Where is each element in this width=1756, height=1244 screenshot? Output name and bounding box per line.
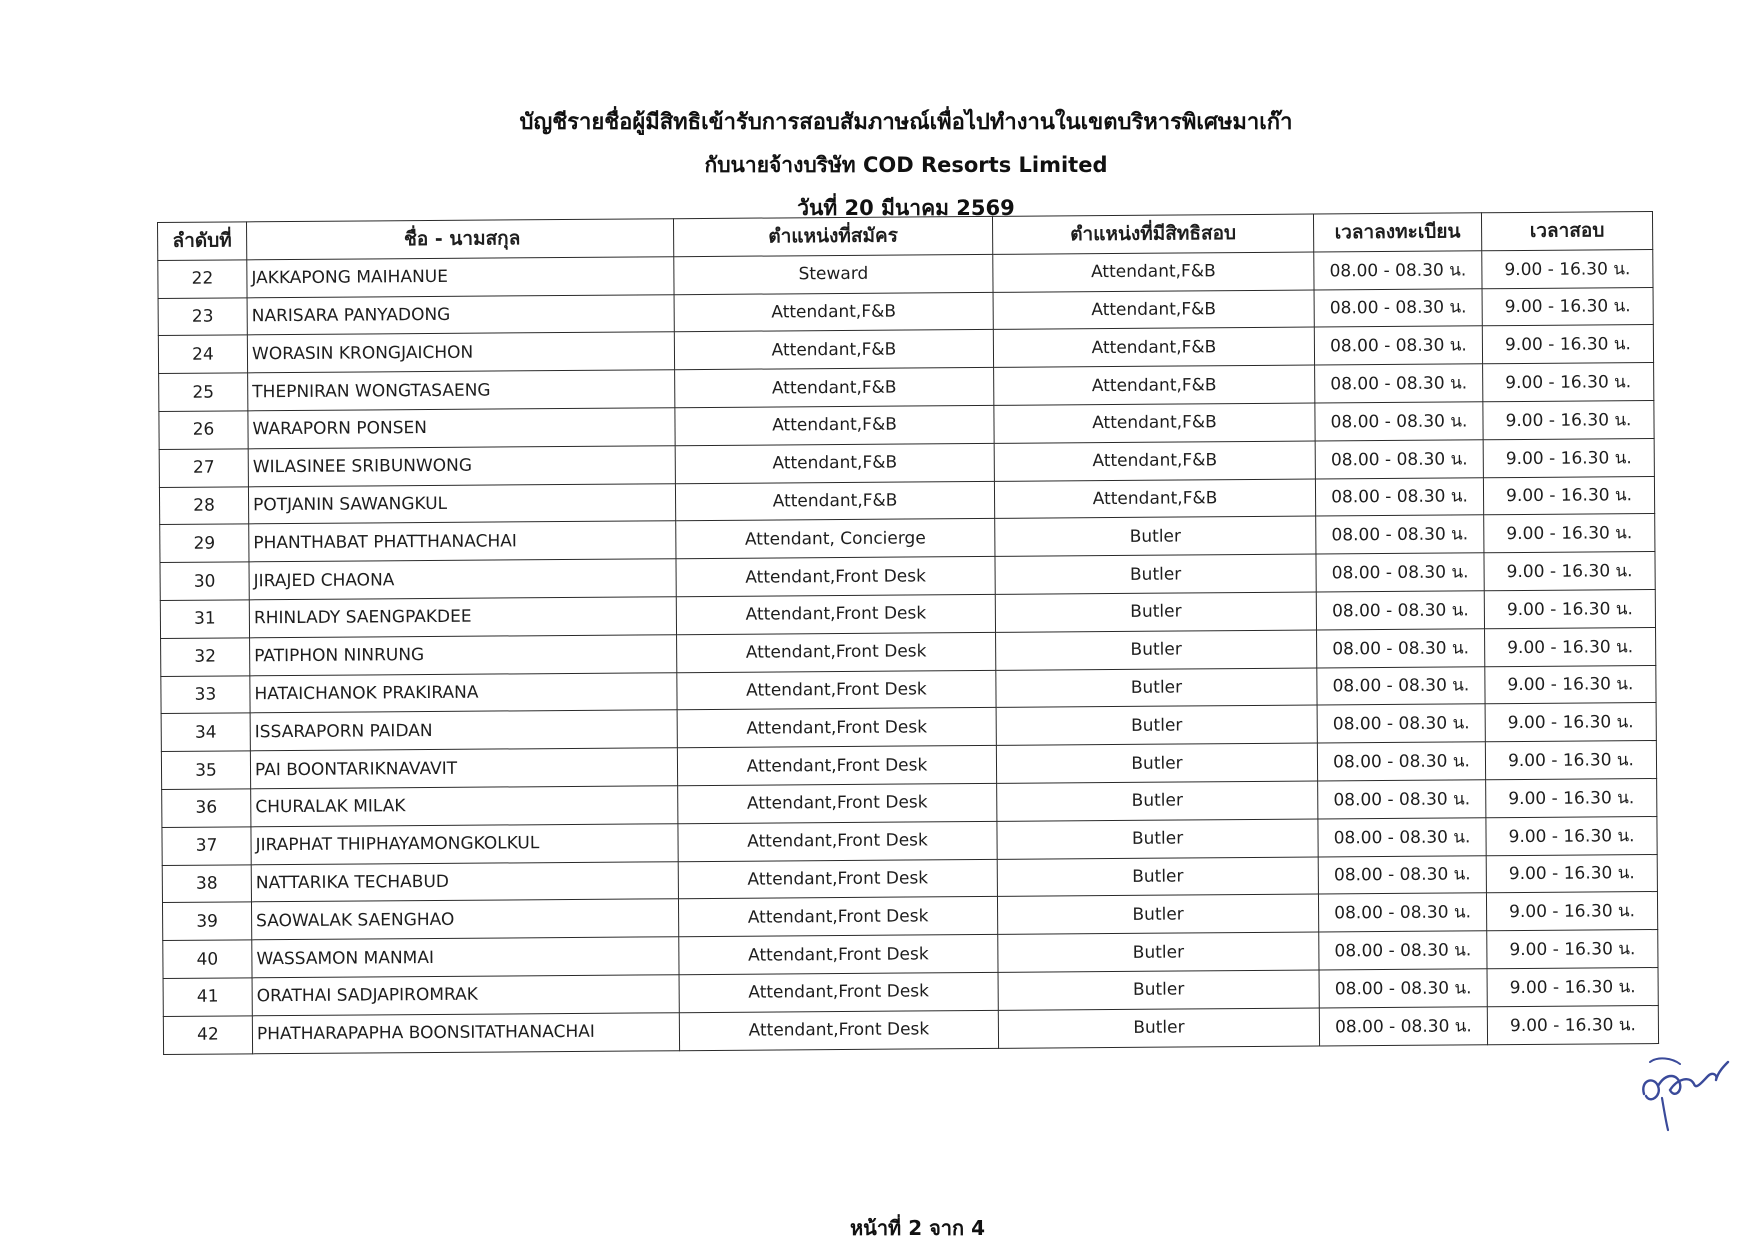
exam-time-cell: 9.00 - 16.30 น. bbox=[1482, 325, 1653, 364]
name-cell: PHATHARAPAPHA BOONSITATHANACHAI bbox=[252, 1012, 679, 1053]
name-cell: ORATHAI SADJAPIROMRAK bbox=[252, 975, 679, 1016]
eligible-position-cell: Butler bbox=[998, 970, 1319, 1010]
exam-time-cell: 9.00 - 16.30 น. bbox=[1485, 665, 1656, 704]
applied-position-cell: Attendant,F&B bbox=[675, 481, 994, 521]
applied-position-cell: Attendant,Front Desk bbox=[678, 783, 997, 823]
page-number: หน้าที่ 2 จาก 4 bbox=[849, 1216, 986, 1240]
eligible-position-cell: Butler bbox=[996, 705, 1317, 745]
header-applied-position: ตำแหน่งที่สมัคร bbox=[673, 216, 992, 256]
name-cell: JIRAJED CHAONA bbox=[249, 559, 676, 600]
header-name: ชื่อ - นามสกุล bbox=[247, 219, 674, 260]
name-cell: WARAPORN PONSEN bbox=[248, 408, 675, 449]
name-cell: WILASINEE SRIBUNWONG bbox=[248, 445, 675, 486]
exam-time-cell: 9.00 - 16.30 น. bbox=[1486, 854, 1657, 893]
name-cell: PAI BOONTARIKNAVAVIT bbox=[250, 748, 677, 789]
applied-position-cell: Attendant,Front Desk bbox=[677, 670, 996, 710]
header-registration-time: เวลาลงทะเบียน bbox=[1313, 213, 1481, 252]
eligible-position-cell: Attendant,F&B bbox=[993, 327, 1314, 367]
exam-time-cell: 9.00 - 16.30 น. bbox=[1483, 401, 1654, 440]
eligible-position-cell: Attendant,F&B bbox=[994, 479, 1315, 519]
applied-position-cell: Attendant,Front Desk bbox=[676, 594, 995, 634]
applied-position-cell: Attendant,F&B bbox=[674, 292, 993, 332]
order-cell: 35 bbox=[161, 751, 250, 789]
name-cell: WASSAMON MANMAI bbox=[252, 937, 679, 978]
order-cell: 37 bbox=[162, 827, 251, 865]
name-cell: CHURALAK MILAK bbox=[251, 786, 678, 827]
order-cell: 42 bbox=[163, 1016, 252, 1054]
registration-time-cell: 08.00 - 08.30 น. bbox=[1317, 629, 1485, 668]
eligible-position-cell: Butler bbox=[998, 1008, 1319, 1048]
eligible-position-cell: Attendant,F&B bbox=[994, 365, 1315, 405]
name-cell: THEPNIRAN WONGTASAENG bbox=[248, 370, 675, 411]
exam-time-cell: 9.00 - 16.30 น. bbox=[1487, 930, 1658, 969]
eligible-position-cell: Attendant,F&B bbox=[993, 252, 1314, 292]
applied-position-cell: Attendant,Front Desk bbox=[678, 821, 997, 861]
eligible-position-cell: Attendant,F&B bbox=[994, 403, 1315, 443]
eligible-position-cell: Butler bbox=[995, 554, 1316, 594]
order-cell: 31 bbox=[160, 600, 249, 638]
exam-time-cell: 9.00 - 16.30 น. bbox=[1484, 552, 1655, 591]
order-cell: 22 bbox=[158, 260, 247, 298]
exam-time-cell: 9.00 - 16.30 น. bbox=[1483, 476, 1654, 515]
exam-time-cell: 9.00 - 16.30 น. bbox=[1486, 816, 1657, 855]
order-cell: 24 bbox=[158, 335, 247, 373]
applied-position-cell: Attendant,Front Desk bbox=[679, 934, 998, 974]
name-cell: SAOWALAK SAENGHAO bbox=[251, 899, 678, 940]
eligible-position-cell: Butler bbox=[996, 668, 1317, 708]
exam-time-cell: 9.00 - 16.30 น. bbox=[1485, 627, 1656, 666]
registration-time-cell: 08.00 - 08.30 น. bbox=[1314, 288, 1482, 327]
header-order: ลำดับที่ bbox=[158, 222, 247, 260]
exam-time-cell: 9.00 - 16.30 น. bbox=[1482, 287, 1653, 326]
registration-time-cell: 08.00 - 08.30 น. bbox=[1319, 931, 1487, 970]
order-cell: 33 bbox=[161, 675, 250, 713]
eligible-position-cell: Butler bbox=[997, 819, 1318, 859]
registration-time-cell: 08.00 - 08.30 น. bbox=[1318, 893, 1486, 932]
order-cell: 40 bbox=[163, 940, 252, 978]
registration-time-cell: 08.00 - 08.30 น. bbox=[1316, 515, 1484, 554]
exam-time-cell: 9.00 - 16.30 น. bbox=[1484, 589, 1655, 628]
eligible-position-cell: Butler bbox=[997, 894, 1318, 934]
employer-line: กับนายจ้างบริษัท COD Resorts Limited bbox=[704, 153, 1108, 177]
applied-position-cell: Attendant,Front Desk bbox=[676, 557, 995, 597]
exam-time-cell: 9.00 - 16.30 น. bbox=[1484, 514, 1655, 553]
order-cell: 29 bbox=[160, 524, 249, 562]
applied-position-cell: Attendant,Front Desk bbox=[678, 897, 997, 937]
order-cell: 25 bbox=[159, 373, 248, 411]
exam-time-cell: 9.00 - 16.30 น. bbox=[1483, 438, 1654, 477]
eligible-position-cell: Butler bbox=[998, 932, 1319, 972]
registration-time-cell: 08.00 - 08.30 น. bbox=[1316, 591, 1484, 630]
registration-time-cell: 08.00 - 08.30 น. bbox=[1317, 666, 1485, 705]
exam-time-cell: 9.00 - 16.30 น. bbox=[1486, 892, 1657, 931]
registration-time-cell: 08.00 - 08.30 น. bbox=[1315, 364, 1483, 403]
signature bbox=[1632, 1032, 1732, 1132]
registration-time-cell: 08.00 - 08.30 น. bbox=[1318, 818, 1486, 857]
document-title: บัญชีรายชื่อผู้มีสิทธิเข้ารับการสอบสัมภาษณ์เพื่อไปทำงานในเขตบริหารพิเศษมาเก๊า bbox=[519, 110, 1293, 135]
order-cell: 39 bbox=[162, 902, 251, 940]
exam-time-cell: 9.00 - 16.30 น. bbox=[1486, 778, 1657, 817]
eligible-position-cell: Butler bbox=[995, 592, 1316, 632]
exam-time-cell: 9.00 - 16.30 น. bbox=[1485, 741, 1656, 780]
applied-position-cell: Attendant,Front Desk bbox=[677, 708, 996, 748]
candidate-table bbox=[157, 211, 1659, 1054]
applied-position-cell: Attendant,Front Desk bbox=[679, 1010, 998, 1050]
registration-time-cell: 08.00 - 08.30 น. bbox=[1318, 855, 1486, 894]
eligible-position-cell: Butler bbox=[997, 857, 1318, 897]
order-cell: 34 bbox=[161, 713, 250, 751]
applied-position-cell: Attendant,F&B bbox=[675, 405, 994, 445]
applied-position-cell: Attendant,Front Desk bbox=[678, 859, 997, 899]
order-cell: 38 bbox=[162, 864, 251, 902]
applied-position-cell: Attendant,F&B bbox=[675, 443, 994, 483]
registration-time-cell: 08.00 - 08.30 น. bbox=[1314, 251, 1482, 290]
header-exam-time: เวลาสอบ bbox=[1481, 212, 1652, 251]
exam-time-cell: 9.00 - 16.30 น. bbox=[1483, 363, 1654, 402]
order-cell: 30 bbox=[160, 562, 249, 600]
registration-time-cell: 08.00 - 08.30 น. bbox=[1314, 326, 1482, 365]
order-cell: 36 bbox=[162, 789, 251, 827]
registration-time-cell: 08.00 - 08.30 น. bbox=[1315, 402, 1483, 441]
eligible-position-cell: Butler bbox=[995, 516, 1316, 556]
applied-position-cell: Attendant,Front Desk bbox=[679, 972, 998, 1012]
date-line: วันที่ 20 มีนาคม 2569 bbox=[797, 196, 1015, 220]
applied-position-cell: Steward bbox=[674, 254, 993, 294]
registration-time-cell: 08.00 - 08.30 น. bbox=[1317, 704, 1485, 743]
applied-position-cell: Attendant,F&B bbox=[675, 368, 994, 408]
exam-time-cell: 9.00 - 16.30 น. bbox=[1485, 703, 1656, 742]
name-cell: PHANTHABAT PHATTHANACHAI bbox=[249, 521, 676, 562]
registration-time-cell: 08.00 - 08.30 น. bbox=[1316, 553, 1484, 592]
registration-time-cell: 08.00 - 08.30 น. bbox=[1317, 742, 1485, 781]
applied-position-cell: Attendant, Concierge bbox=[676, 519, 995, 559]
applied-position-cell: Attendant,Front Desk bbox=[677, 746, 996, 786]
registration-time-cell: 08.00 - 08.30 น. bbox=[1319, 969, 1487, 1008]
name-cell: ISSARAPORN PAIDAN bbox=[250, 710, 677, 751]
applied-position-cell: Attendant,F&B bbox=[674, 330, 993, 370]
name-cell: PATIPHON NINRUNG bbox=[250, 634, 677, 675]
header-eligible-position: ตำแหน่งที่มีสิทธิสอบ bbox=[992, 214, 1313, 254]
eligible-position-cell: Attendant,F&B bbox=[993, 290, 1314, 330]
name-cell: JAKKAPONG MAIHANUE bbox=[247, 257, 674, 298]
order-cell: 23 bbox=[158, 297, 247, 335]
name-cell: JIRAPHAT THIPHAYAMONGKOLKUL bbox=[251, 823, 678, 864]
eligible-position-cell: Butler bbox=[997, 781, 1318, 821]
order-cell: 27 bbox=[159, 449, 248, 487]
name-cell: RHINLADY SAENGPAKDEE bbox=[249, 597, 676, 638]
eligible-position-cell: Attendant,F&B bbox=[994, 441, 1315, 481]
registration-time-cell: 08.00 - 08.30 น. bbox=[1315, 440, 1483, 479]
order-cell: 26 bbox=[159, 411, 248, 449]
eligible-position-cell: Butler bbox=[996, 743, 1317, 783]
registration-time-cell: 08.00 - 08.30 น. bbox=[1315, 477, 1483, 516]
order-cell: 32 bbox=[161, 638, 250, 676]
order-cell: 41 bbox=[163, 978, 252, 1016]
registration-time-cell: 08.00 - 08.30 น. bbox=[1318, 780, 1486, 819]
name-cell: HATAICHANOK PRAKIRANA bbox=[250, 672, 677, 713]
order-cell: 28 bbox=[159, 486, 248, 524]
eligible-position-cell: Butler bbox=[996, 630, 1317, 670]
name-cell: POTJANIN SAWANGKUL bbox=[248, 483, 675, 524]
exam-time-cell: 9.00 - 16.30 น. bbox=[1487, 1005, 1658, 1044]
registration-time-cell: 08.00 - 08.30 น. bbox=[1319, 1007, 1487, 1046]
name-cell: WORASIN KRONGJAICHON bbox=[247, 332, 674, 373]
exam-time-cell: 9.00 - 16.30 น. bbox=[1487, 967, 1658, 1006]
applied-position-cell: Attendant,Front Desk bbox=[677, 632, 996, 672]
exam-time-cell: 9.00 - 16.30 น. bbox=[1482, 249, 1653, 288]
name-cell: NATTARIKA TECHABUD bbox=[251, 861, 678, 902]
name-cell: NARISARA PANYADONG bbox=[247, 294, 674, 335]
